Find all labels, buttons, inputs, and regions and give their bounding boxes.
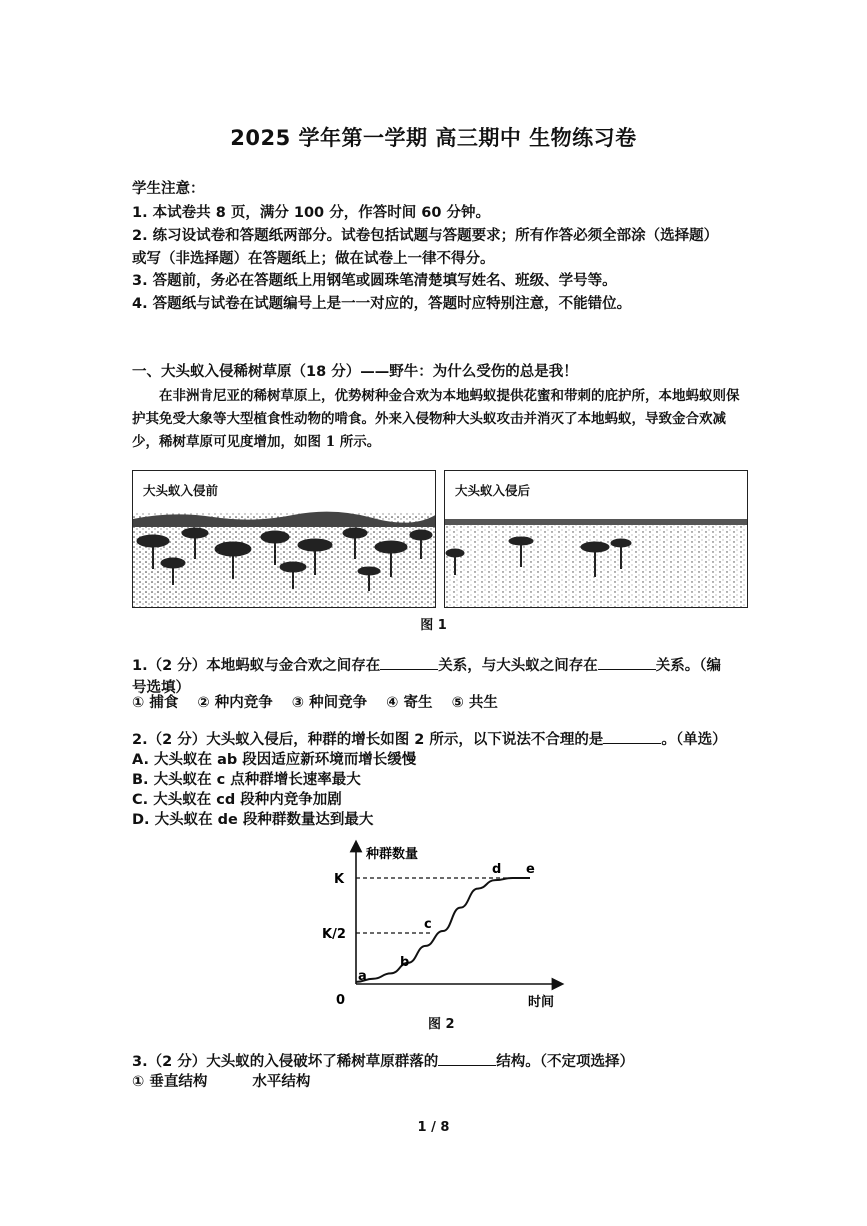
q1-stem-part2: 关系，与大头蚁之间存在: [438, 658, 598, 674]
savanna-dense-illustration: [133, 471, 436, 608]
section-heading: 一、大头蚁入侵稀树草原（18 分）——野牛：为什么受伤的总是我！: [132, 364, 578, 380]
fig1-before-panel: [132, 470, 436, 608]
fig2-caption: 图 2: [428, 1017, 455, 1032]
q1-stem-part3: 关系。（编: [655, 658, 721, 674]
q1-blank-2[interactable]: [598, 655, 656, 670]
savanna-sparse-illustration: [445, 471, 748, 608]
q3-stem-part1: 3.（2 分）大头蚁的入侵破坏了稀树草原群落的: [132, 1054, 439, 1070]
q1-options: [132, 692, 512, 714]
q1-option-1: ① 捕食: [132, 695, 179, 711]
q1-blank-1[interactable]: [380, 655, 438, 670]
x-axis-label: 时间: [528, 995, 555, 1010]
q2-stem-part2: 。（单选）: [661, 732, 727, 748]
q3-option-2: 水平结构: [252, 1074, 311, 1090]
q2-option-b: B. 大头蚁在 c 点种群增长速率最大: [132, 772, 361, 788]
notice-item-4: 4. 答题纸与试卷在试题编号上是一一对应的，答题时应特别注意，不能错位。: [132, 296, 632, 312]
fig1-before-label: 大头蚁入侵前: [143, 483, 219, 498]
page-number: 1 / 8: [417, 1120, 450, 1135]
q1-option-2: ② 种内竞争: [197, 695, 273, 711]
notice-item-3: 3. 答题前，务必在答题纸上用钢笔或圆珠笔清楚填写姓名、班级、学号等。: [132, 273, 617, 289]
q3-option-1: ① 垂直结构: [132, 1074, 208, 1090]
q2-stem-part1: 2.（2 分）大头蚁入侵后，种群的增长如图 2 所示，以下说法不合理的是: [132, 732, 604, 748]
q3-stem-part2: 结构。（不定项选择）: [496, 1054, 634, 1070]
origin-label: 0: [336, 993, 346, 1008]
s-curve-line: [356, 878, 530, 982]
k-label: K: [334, 872, 345, 887]
page-title: 2025 学年第一学期 高三期中 生物练习卷: [230, 126, 637, 150]
q1-option-3: ③ 种间竞争: [291, 695, 368, 711]
q1-option-4: ④ 寄生: [386, 695, 433, 711]
k-half-label: K/2: [322, 927, 346, 942]
q2-blank[interactable]: [603, 729, 661, 744]
fig1-caption: 图 1: [420, 618, 447, 633]
fig1-after-label: 大头蚁入侵后: [455, 483, 531, 498]
point-label-b: b: [400, 955, 410, 970]
q1-stem-cont: 号选填）: [132, 680, 190, 696]
y-axis-label: 种群数量: [366, 847, 419, 862]
point-label-a: a: [358, 969, 367, 984]
q2-option-c: C. 大头蚁在 cd 段种内竞争加剧: [132, 792, 342, 808]
q1-stem-part1: 1.（2 分）本地蚂蚁与金合欢之间存在: [132, 658, 381, 674]
notice-heading: 学生注意：: [132, 181, 205, 197]
q2-option-a: A. 大头蚁在 ab 段因适应新环境而增长缓慢: [132, 752, 417, 768]
q2-stem: [132, 729, 727, 751]
q1-option-5: ⑤ 共生: [451, 695, 498, 711]
point-label-c: c: [424, 917, 432, 932]
q1-stem: [132, 655, 721, 677]
point-label-d: d: [492, 862, 502, 877]
point-label-e: e: [526, 862, 535, 877]
section-paragraph: 在非洲肯尼亚的稀树草原上，优势树种金合欢为本地蚂蚁提供花蜜和带刺的庇护所，本地蚂蚁则保护其免受大象等大型植食性动物的啃食。外来入侵物种大头蚁攻击并消灭了本地蚂蚁，导致金合欢减少，稀树草原可见度增加，如图 1 所示。: [132, 388, 740, 450]
notice-item-2-cont: 或写（非选择题）在答题纸上；做在试卷上一律不得分。: [132, 251, 495, 267]
q3-options: [132, 1071, 310, 1093]
q2-option-d: D. 大头蚁在 de 段种群数量达到最大: [132, 812, 374, 828]
q3-stem: [132, 1051, 634, 1073]
fig2-growth-chart: [320, 838, 580, 1014]
notice-item-1: 1. 本试卷共 8 页，满分 100 分，作答时间 60 分钟。: [132, 205, 490, 221]
notice-item-2: 2. 练习设试卷和答题纸两部分。试卷包括试题与答题要求；所有作答必须全部涂（选择题）: [132, 228, 719, 244]
fig1-after-panel: [444, 470, 748, 608]
q3-blank[interactable]: [438, 1051, 496, 1066]
